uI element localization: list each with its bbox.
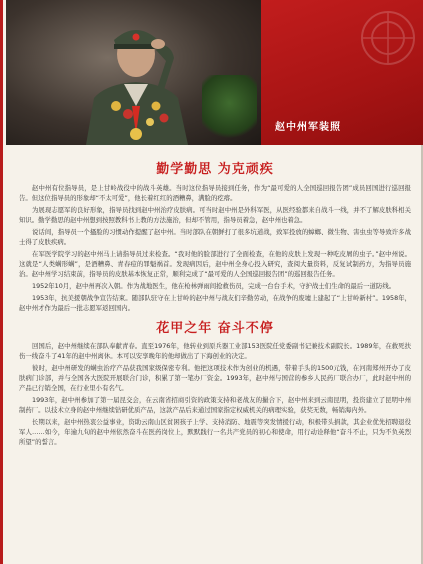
section2-paragraph: 彼时，赵中州研发的螨虫治疗产品获我国家级保密专利。他把这项技术作为创业的机遇，带着手头的1500元钱，在河南郑州开办了皮肤病门诊部，并与全国各大医院开展联合门诊，积累了第一笔办厂资金。1993年，赵中州与国营的参乡人民药厂联合办厂，此时赵中州的产品已行销全国，在行业里小有名气。 (19, 364, 411, 392)
section1-paragraph: 在军医学院学习的赵中州马上请指导员过来检查。“我对他的脸部进行了全面检查，在他的皮肤上发现一种吃皮屑的虫子。”赵中州说。这就是“人类螨形螨”，是酒糟鼻、青春痘的罪魁祸首。发现病因后，赵中州全身心投入研究，查阅大量资料，反复试制药方，为指导员施治。赵中州学习结束前，指导员的皮肤基本恢复正常，顺利完成了“最可爱的人全国巡回报告团”的巡回报告任务。 (19, 250, 411, 278)
section2-paragraph: 长期以来，赵中州热衷公益事业，资助云南山区贫困孩子上学、支持消防、地震等突发情援行动，积极带头捐款，其企业优先招聘退役军人……如今，年逾九旬的赵中州依然奋斗在医药岗位上，默默践行一名共产党员的初心和使命，用行动诠释他“奋斗不止，只为不负英烈所望”的誓言。 (19, 418, 411, 446)
section1-paragraph: 赵中州有位指导员，是上甘岭战役中的战斗英雄。当时这位指导员接到任务，作为“最可爱的人全国巡回报告团”成员回国进行巡回报告。但这位指导员的形象却“不太可爱”，他长着红红的酒糟鼻，满脸的疙瘩。 (19, 184, 411, 202)
section2-paragraph: 1993年，赵中州参加了第一届昆交会，在云南省招商引资的政策支持和老战友的撮合下，赵中州来到云南昆明，投资建立了昆明中州制药厂。以技术立身的赵中州继续钻研优质产品，这款产品后来通过国家指定权威机关的病理实验，获奖无数，畅销海内外。 (19, 396, 411, 414)
portrait-photo (6, 0, 261, 145)
photo-caption: 赵中州军装照 (275, 122, 341, 133)
section2-paragraph: 回国后，赵中州继续在部队奉献青春。直至1976年，他转业到原兵器工业部153医院任党委副书记兼技术副院长。1989年，在救死扶伤一线奋斗了41年的赵中州离休。本可以安享晚年的他却做出了下海创业的决定。 (19, 342, 411, 360)
section1-paragraph: 1952年10月，赵中州再次入朝。作为战地医生，他在枪林弹雨间抢救伤员，完成一台台手术，守护战士们生命的最后一道防线。 (32, 282, 396, 290)
decorative-pattern-icon (358, 8, 418, 68)
article-body (19, 154, 411, 449)
caption-panel (261, 0, 423, 145)
section2-title: 花甲之年 奋斗不停 (156, 321, 274, 336)
plant-decoration (202, 75, 257, 145)
section1-title: 勤学勤思 为克顽疾 (156, 162, 274, 177)
soldier-portrait-icon (76, 6, 196, 145)
section1-paragraph: 说话间，指导员一个搔脸的习惯动作提醒了赵中州。当时部队在朝鲜打了很多坑道战，致军投放的蟑螂、微生物、害虫虫等导致许多战士得了皮肤疾病。 (19, 228, 411, 246)
section1-paragraph: 为展现志愿军的良好形象，指导员找到赵中州治疗皮肤病。可当时赵中州是外科军医，从医经验都来自战斗一线，并不了解皮肤科相关知识。勤学勤思的赵中州想到按照教科书上教的方法施治，但却不管用，指导员着急，赵中州也着急。 (19, 206, 411, 224)
section1-paragraph: 1953年，抗美援朝战争宣告结束。随部队驻守在上甘岭的赵中州与战友们辛勤劳动，在战争的废墟上建起了“上甘岭新村”。1958年，赵中州才作为最后一批志愿军返回国内。 (19, 294, 411, 312)
